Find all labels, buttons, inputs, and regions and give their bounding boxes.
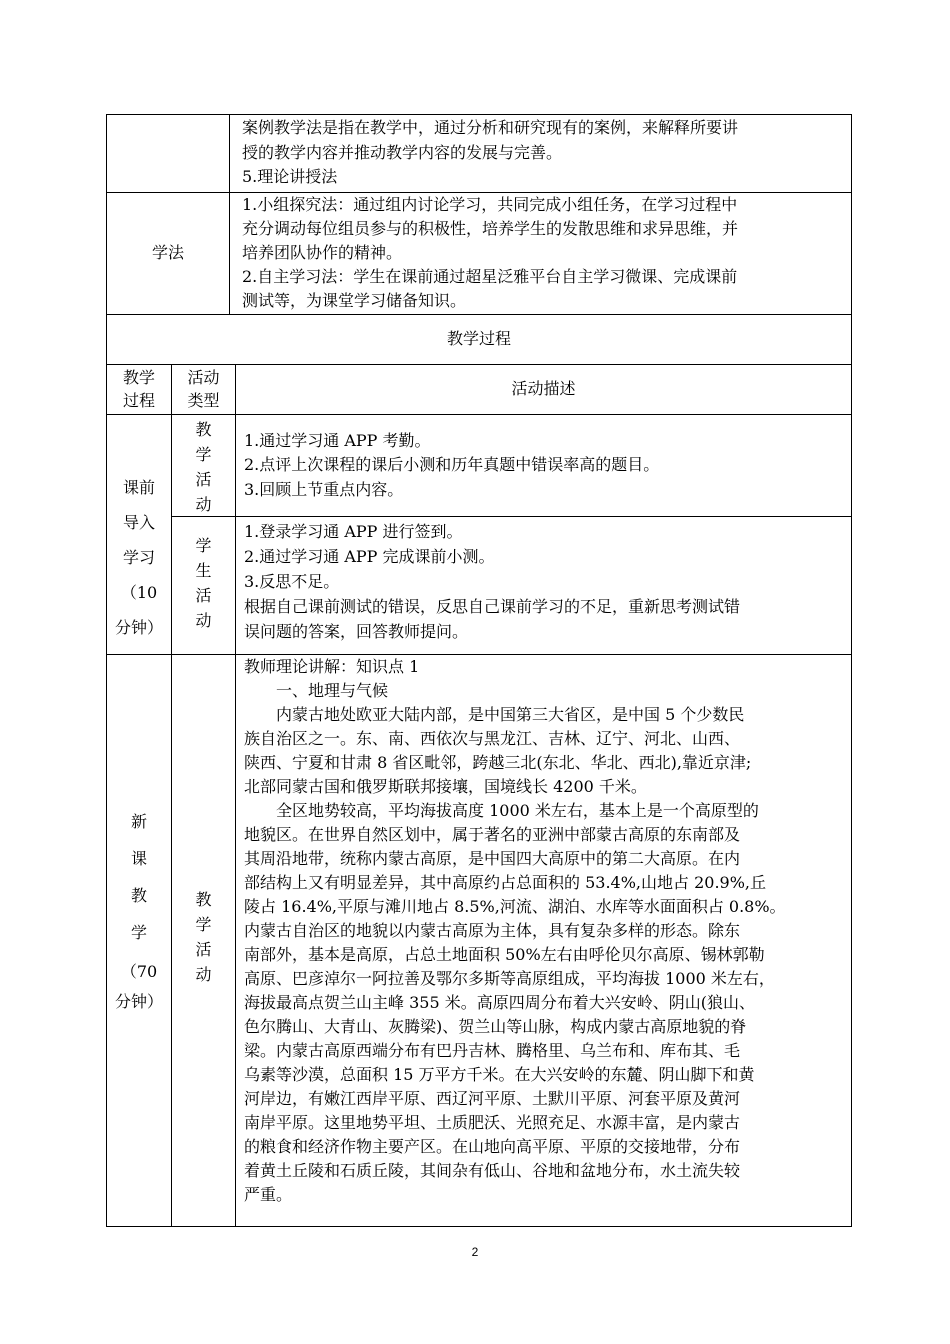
table-rule bbox=[106, 654, 852, 655]
table-rule-vertical bbox=[229, 114, 230, 314]
new-class-stage bbox=[107, 803, 171, 1011]
pre-class-stage bbox=[107, 470, 171, 645]
text-line: 南岸平原。这里地势平坦、土质肥沃、光照充足、水源丰富，是内蒙古 bbox=[244, 1113, 741, 1132]
stage-text: （70 bbox=[120, 962, 158, 981]
text-line: 培养团队协作的精神。 bbox=[242, 243, 403, 262]
text-line: 着黄土丘陵和石质丘陵，其间杂有低山、谷地和盆地分布，水土流失较 bbox=[244, 1161, 741, 1180]
text-line: 陵占 16.4%,平原与滩川地占 8.5%,河流、湖泊、水库等水面面积占 0.8%。 bbox=[244, 897, 786, 916]
type-char: 活 bbox=[195, 940, 212, 959]
header-stage bbox=[107, 366, 171, 412]
stage-text: 课前 bbox=[122, 478, 155, 497]
text-line: 全区地势较高，平均海拔高度 1000 米左右，基本上是一个高原型的 bbox=[244, 801, 759, 820]
text-line: 1.通过学习通 APP 考勤。 bbox=[244, 431, 431, 450]
text-line: 5.理论讲授法 bbox=[242, 167, 338, 186]
table-border-left bbox=[106, 114, 107, 1227]
text-line: 1.登录学习通 APP 进行签到。 bbox=[244, 522, 463, 541]
text-line: 1.小组探究法：通过组内讨论学习，共同完成小组任务，在学习过程中 bbox=[242, 195, 738, 214]
table-border-right bbox=[851, 114, 852, 1227]
header-text: 过程 bbox=[122, 391, 155, 410]
header-text: 类型 bbox=[187, 391, 220, 410]
header-text: 教学 bbox=[122, 368, 155, 387]
type-char: 教 bbox=[195, 420, 212, 439]
stage-text: 课 bbox=[130, 849, 147, 868]
text-line: 2.自主学习法：学生在课前通过超星泛雅平台自主学习微课、完成课前 bbox=[242, 267, 738, 286]
table-rule bbox=[171, 516, 852, 517]
type-char: 生 bbox=[195, 561, 212, 580]
text-line: 内蒙古自治区的地貌以内蒙古高原为主体，具有复杂多样的形态。除东 bbox=[244, 921, 741, 940]
page-number: 2 bbox=[471, 1245, 479, 1259]
table-rule bbox=[106, 314, 852, 315]
text-line: 海拔最高点贺兰山主峰 355 米。高原四周分布着大兴安岭、阴山(狼山、 bbox=[244, 993, 755, 1012]
stage-text: 学习 bbox=[122, 548, 155, 567]
text-line: 高原、巴彦淖尔一阿拉善及鄂尔多斯等高原组成，平均海拔 1000 米左右， bbox=[244, 969, 775, 988]
table-rule-vertical bbox=[235, 364, 236, 1226]
type-char: 教 bbox=[195, 890, 212, 909]
table-rule bbox=[106, 364, 852, 365]
text-line: 内蒙古地处欧亚大陆内部，是中国第三大省区，是中国 5 个少数民 bbox=[244, 705, 745, 724]
stage-text: 教 bbox=[130, 886, 147, 905]
new-class-type bbox=[172, 887, 235, 987]
text-line: 地貌区。在世界自然区划中，属于著名的亚洲中部蒙古高原的东南部及 bbox=[244, 825, 741, 844]
text-line: 根据自己课前测试的错误，反思自己课前学习的不足，重新思考测试错 bbox=[244, 597, 741, 616]
text-line: 色尔腾山、大青山、灰腾梁)、贺兰山等山脉，构成内蒙古高原地貌的脊 bbox=[244, 1017, 747, 1036]
stage-text: 分钟） bbox=[114, 992, 163, 1011]
text-line: 授的教学内容并推动教学内容的发展与完善。 bbox=[242, 143, 563, 162]
table-rule bbox=[106, 414, 852, 415]
pre-class-teacher-type bbox=[172, 417, 235, 517]
table-rule bbox=[106, 114, 852, 115]
pre-class-student-type bbox=[172, 533, 235, 633]
stage-text: （10 bbox=[120, 583, 158, 602]
text-line: 陕西、宁夏和甘肃 8 省区毗邻，跨越三北(东北、华北、西北),靠近京津; bbox=[244, 753, 752, 772]
text-line: 河岸边，有嫩江西岸平原、西辽河平原、土默川平原、河套平原及黄河 bbox=[244, 1089, 741, 1108]
text-line: 部结构上又有明显差异，其中高原约占总面积的 53.4%,山地占 20.9%,丘 bbox=[244, 873, 767, 892]
type-char: 动 bbox=[195, 611, 212, 630]
type-char: 活 bbox=[195, 470, 212, 489]
text-line: 族自治区之一。东、南、西依次与黑龙江、吉林、辽宁、河北、山西、 bbox=[244, 729, 741, 748]
text-line: 乌素等沙漠，总面积 15 万平方千米。在大兴安岭的东麓、阴山脚下和黄 bbox=[244, 1065, 755, 1084]
text-line: 南部外，基本是高原，占总土地面积 50%左右由呼伦贝尔高原、锡林郭勒 bbox=[244, 945, 765, 964]
text-line: 一、地理与气候 bbox=[244, 681, 389, 700]
text-line: 测试等，为课堂学习储备知识。 bbox=[242, 291, 467, 310]
type-char: 学 bbox=[195, 915, 212, 934]
text-line: 2.点评上次课程的课后小测和历年真题中错误率高的题目。 bbox=[244, 455, 660, 474]
type-char: 活 bbox=[195, 586, 212, 605]
text-line: 充分调动每位组员参与的积极性，培养学生的发散思维和求异思维，并 bbox=[242, 219, 739, 238]
stage-text: 导入 bbox=[122, 513, 155, 532]
stage-text: 分钟） bbox=[114, 618, 163, 637]
text-line: 3.反思不足。 bbox=[244, 572, 340, 591]
text-line: 3.回顾上节重点内容。 bbox=[244, 480, 404, 499]
text-line: 严重。 bbox=[244, 1185, 293, 1204]
study-methods-label: 学法 bbox=[151, 243, 184, 262]
header-activity-description: 活动描述 bbox=[511, 379, 576, 398]
process-title: 教学过程 bbox=[446, 329, 511, 348]
table-rule bbox=[106, 1226, 852, 1227]
text-line: 案例教学法是指在教学中，通过分析和研究现有的案例，来解释所要讲 bbox=[242, 118, 739, 137]
text-line: 其周沿地带，统称内蒙古高原，是中国四大高原中的第二大高原。在内 bbox=[244, 849, 741, 868]
type-char: 学 bbox=[195, 536, 212, 555]
text-line: 北部同蒙古国和俄罗斯联邦接壤，国境线长 4200 千米。 bbox=[244, 777, 647, 796]
type-char: 动 bbox=[195, 965, 212, 984]
stage-text: 学 bbox=[130, 923, 147, 942]
header-text: 活动 bbox=[187, 368, 220, 387]
text-line: 2.通过学习通 APP 完成课前小测。 bbox=[244, 547, 495, 566]
stage-text: 新 bbox=[130, 812, 147, 831]
text-line: 梁。内蒙古高原西端分布有巴丹吉林、腾格里、乌兰布和、库布其、毛 bbox=[244, 1041, 741, 1060]
type-char: 动 bbox=[195, 495, 212, 514]
text-line: 的粮食和经济作物主要产区。在山地向高平原、平原的交接地带，分布 bbox=[244, 1137, 741, 1156]
header-activity-type bbox=[172, 366, 235, 412]
type-char: 学 bbox=[195, 445, 212, 464]
text-line: 误问题的答案，回答教师提问。 bbox=[244, 622, 469, 641]
text-line: 教师理论讲解：知识点 1 bbox=[244, 657, 420, 676]
